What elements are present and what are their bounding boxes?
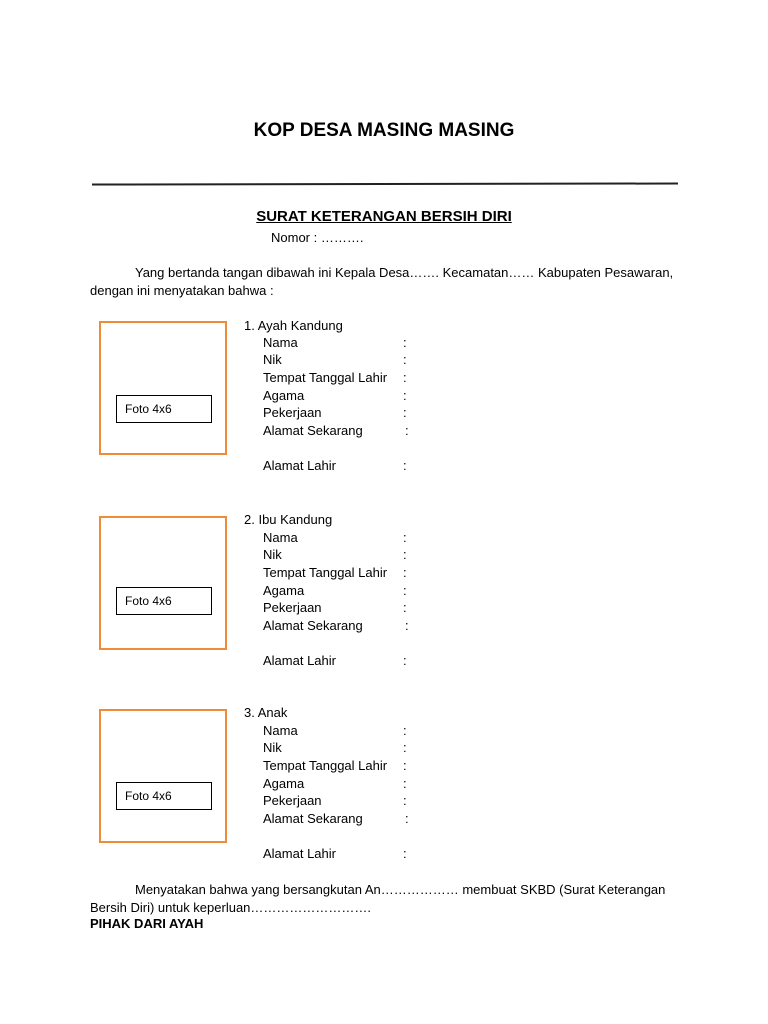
field-colon: :	[403, 846, 407, 861]
field-label: Tempat Tanggal Lahir	[263, 565, 388, 580]
field-label: Agama	[263, 583, 305, 598]
field-label: Alamat Lahir	[263, 846, 336, 861]
field-label: Tempat Tanggal Lahir	[263, 370, 388, 385]
photo-frame-ibu	[99, 516, 227, 650]
kop-desa-heading: KOP DESA MASING MASING	[253, 120, 515, 141]
field-label: Nama	[263, 530, 298, 545]
field-colon: :	[403, 776, 407, 791]
field-colon: :	[403, 723, 407, 738]
field-label: Alamat Sekarang	[263, 423, 363, 438]
field-colon: :	[403, 388, 407, 403]
section-heading-anak: 3. Anak	[244, 705, 288, 720]
section-heading-ayah: 1. Ayah Kandung	[244, 318, 343, 333]
field-label: Alamat Lahir	[263, 653, 336, 668]
field-label: Alamat Sekarang	[263, 811, 363, 826]
field-colon: :	[403, 740, 407, 755]
field-colon: :	[405, 618, 409, 633]
field-label: Nik	[263, 740, 282, 755]
field-colon: :	[403, 370, 407, 385]
field-label: Tempat Tanggal Lahir	[263, 758, 388, 773]
field-colon: :	[403, 583, 407, 598]
section-heading-ibu: 2. Ibu Kandung	[244, 512, 333, 527]
field-colon: :	[403, 653, 407, 668]
photo-frame-ayah	[99, 321, 227, 455]
field-label: Alamat Sekarang	[263, 618, 363, 633]
pihak-dari-ayah-heading: PIHAK DARI AYAH	[90, 916, 204, 931]
field-colon: :	[405, 423, 409, 438]
photo-frame-anak	[99, 709, 227, 843]
field-label: Nik	[263, 352, 282, 367]
field-colon: :	[403, 565, 407, 580]
document-number: Nomor : ……….	[271, 230, 364, 245]
field-label: Nik	[263, 547, 282, 562]
section-anak	[244, 705, 444, 875]
intro-paragraph	[90, 264, 680, 300]
field-label: Nama	[263, 723, 298, 738]
closing-paragraph	[90, 881, 680, 917]
photo-label-ibu: Foto 4x6	[116, 587, 212, 615]
document-title: SURAT KETERANGAN BERSIH DIRI	[256, 208, 512, 225]
field-label: Alamat Lahir	[263, 458, 336, 473]
field-label: Nama	[263, 335, 298, 350]
field-label: Pekerjaan	[263, 793, 322, 808]
field-colon: :	[403, 335, 407, 350]
field-label: Agama	[263, 388, 305, 403]
intro-text: Yang bertanda tangan dibawah ini Kepala Desa……. Kecamatan…… Kabupaten Pesawaran, dengan ini menyatakan bahwa :	[90, 265, 674, 298]
field-colon: :	[403, 547, 407, 562]
field-label: Pekerjaan	[263, 600, 322, 615]
field-label: Pekerjaan	[263, 405, 322, 420]
field-colon: :	[403, 405, 407, 420]
section-ibu	[244, 512, 444, 682]
header-divider	[92, 182, 678, 185]
section-ayah	[244, 318, 444, 488]
photo-label-anak: Foto 4x6	[116, 782, 212, 810]
photo-label-ayah: Foto 4x6	[116, 395, 212, 423]
field-colon: :	[403, 458, 407, 473]
field-colon: :	[405, 811, 409, 826]
field-colon: :	[403, 530, 407, 545]
field-colon: :	[403, 758, 407, 773]
closing-text: Menyatakan bahwa yang bersangkutan An……………… membuat SKBD (Surat Keterangan Bersih Diri) untuk keperluan……………………….	[90, 882, 666, 915]
field-colon: :	[403, 600, 407, 615]
field-label: Agama	[263, 776, 305, 791]
field-colon: :	[403, 793, 407, 808]
field-colon: :	[403, 352, 407, 367]
